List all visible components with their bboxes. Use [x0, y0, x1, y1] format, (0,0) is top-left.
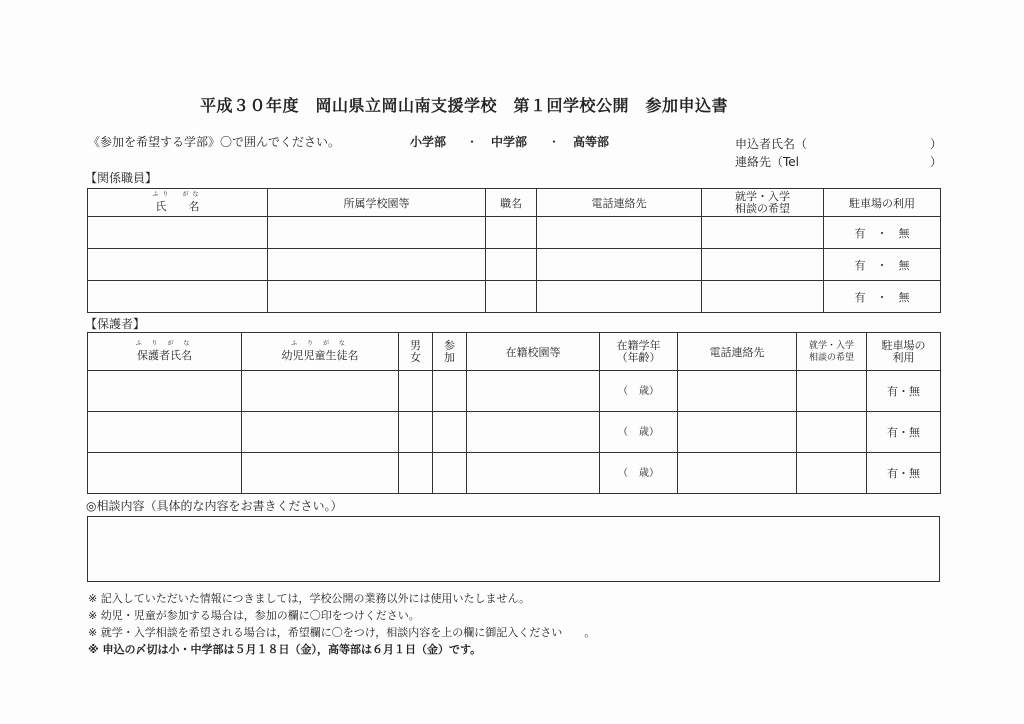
staff-parking-cell[interactable]: 有 ・ 無 [824, 249, 941, 281]
note-deadline: ※ 申込の〆切は小・中学部は５月１８日（金），高等部は６月１日（金）です。 [88, 643, 482, 656]
department-prompt: 《参加を希望する学部》〇で囲んでください。 [88, 135, 341, 149]
attend-cell[interactable] [433, 453, 467, 494]
guardian-row [88, 412, 941, 453]
enrolled-school-cell[interactable] [467, 453, 600, 494]
guardian-parking-cell[interactable]: 有・無 [867, 412, 941, 453]
guardian-consult-cell[interactable] [797, 412, 867, 453]
staff-position-cell[interactable] [486, 281, 537, 313]
staff-header-phone: 電話連絡先 [537, 189, 702, 217]
applicant-name-field[interactable] [825, 136, 930, 150]
guardian-parking-cell[interactable]: 有・無 [867, 371, 941, 412]
department-separator: ・ [466, 135, 479, 149]
guardian-parking-cell[interactable]: 有・無 [867, 453, 941, 494]
staff-header-name: ふり がな 氏 名 [88, 189, 268, 217]
child-name-cell[interactable] [242, 412, 399, 453]
guardian-consult-cell[interactable] [797, 371, 867, 412]
applicant-contact-label: 連絡先（Tel [735, 155, 800, 169]
guardian-name-cell[interactable] [88, 412, 242, 453]
staff-school-cell[interactable] [268, 281, 486, 313]
guardian-header-parking: 駐車場の 利用 [867, 333, 941, 371]
staff-name-cell[interactable] [88, 281, 268, 313]
guardian-phone-cell[interactable] [678, 371, 797, 412]
gender-cell[interactable] [399, 412, 433, 453]
staff-phone-cell[interactable] [537, 249, 702, 281]
staff-name-cell[interactable] [88, 217, 268, 249]
attend-cell[interactable] [433, 412, 467, 453]
guardian-row [88, 371, 941, 412]
note-child-participation: ※ 幼児・児童が参加する場合は，参加の欄に〇印をつけください。 [88, 609, 420, 622]
guardian-consult-cell[interactable] [797, 453, 867, 494]
staff-school-cell[interactable] [268, 217, 486, 249]
staff-section-heading: 【関係職員】 [85, 171, 158, 185]
guardian-phone-cell[interactable] [678, 453, 797, 494]
staff-row [88, 217, 941, 249]
guardian-header-attend: 参 加 [433, 333, 467, 371]
note-privacy: ※ 記入していただいた情報につきましては，学校公開の業務以外には使用いたしません。 [88, 592, 531, 605]
child-name-cell[interactable] [242, 371, 399, 412]
department-option-high[interactable]: 高等部 [573, 135, 610, 149]
consultation-content-box[interactable] [87, 516, 940, 582]
gender-cell[interactable] [399, 453, 433, 494]
guardian-header-guardian-name: ふ り が な 保護者氏名 [88, 333, 242, 371]
staff-consult-cell[interactable] [702, 249, 824, 281]
staff-header-position: 職名 [486, 189, 537, 217]
guardian-header-grade: 在籍学年 （年齢） [600, 333, 678, 371]
applicant-contact-close: ） [930, 155, 943, 169]
guardian-name-cell[interactable] [88, 453, 242, 494]
consultation-heading: ◎相談内容（具体的な内容をお書きください。） [86, 499, 343, 513]
applicant-name-close: ） [930, 137, 943, 151]
guardian-phone-cell[interactable] [678, 412, 797, 453]
staff-header-school: 所属学校園等 [268, 189, 486, 217]
guardian-header-consult: 就学・入学 相談の希望 [797, 333, 867, 371]
enrolled-school-cell[interactable] [467, 371, 600, 412]
grade-age-cell[interactable]: （ 歳） [600, 453, 678, 494]
staff-row [88, 281, 941, 313]
staff-header-parking: 駐車場の利用 [824, 189, 941, 217]
child-name-cell[interactable] [242, 453, 399, 494]
staff-parking-cell[interactable]: 有 ・ 無 [824, 217, 941, 249]
guardian-header-child-name: ふ り が な 幼児児童生徒名 [242, 333, 399, 371]
attend-cell[interactable] [433, 371, 467, 412]
guardian-header-school: 在籍校園等 [467, 333, 600, 371]
department-option-junior[interactable]: 中学部 [491, 135, 528, 149]
enrolled-school-cell[interactable] [467, 412, 600, 453]
staff-row [88, 249, 941, 281]
staff-position-cell[interactable] [486, 217, 537, 249]
staff-phone-cell[interactable] [537, 281, 702, 313]
gender-cell[interactable] [399, 371, 433, 412]
guardian-row [88, 453, 941, 494]
form-title: 平成３０年度 岡山県立岡山南支援学校 第１回学校公開 参加申込書 [200, 96, 729, 115]
grade-age-cell[interactable]: （ 歳） [600, 412, 678, 453]
guardian-table [87, 332, 941, 494]
department-option-elementary[interactable]: 小学部 [410, 135, 447, 149]
guardian-section-heading: 【保護者】 [85, 317, 146, 331]
guardian-header-phone: 電話連絡先 [678, 333, 797, 371]
guardian-name-cell[interactable] [88, 371, 242, 412]
staff-parking-cell[interactable]: 有 ・ 無 [824, 281, 941, 313]
grade-age-cell[interactable]: （ 歳） [600, 371, 678, 412]
applicant-name-label: 申込者氏名（ [735, 137, 808, 151]
note-consultation: ※ 就学・入学相談を希望される場合は，希望欄に〇をつけ，相談内容を上の欄に御記入ください 。 [88, 626, 596, 639]
staff-name-cell[interactable] [88, 249, 268, 281]
staff-phone-cell[interactable] [537, 217, 702, 249]
department-separator: ・ [548, 135, 561, 149]
staff-school-cell[interactable] [268, 249, 486, 281]
applicant-contact-field[interactable] [825, 154, 930, 168]
staff-header-consult: 就学・入学 相談の希望 [702, 189, 824, 217]
guardian-header-gender: 男 女 [399, 333, 433, 371]
staff-consult-cell[interactable] [702, 281, 824, 313]
staff-consult-cell[interactable] [702, 217, 824, 249]
staff-table [87, 188, 941, 313]
staff-position-cell[interactable] [486, 249, 537, 281]
